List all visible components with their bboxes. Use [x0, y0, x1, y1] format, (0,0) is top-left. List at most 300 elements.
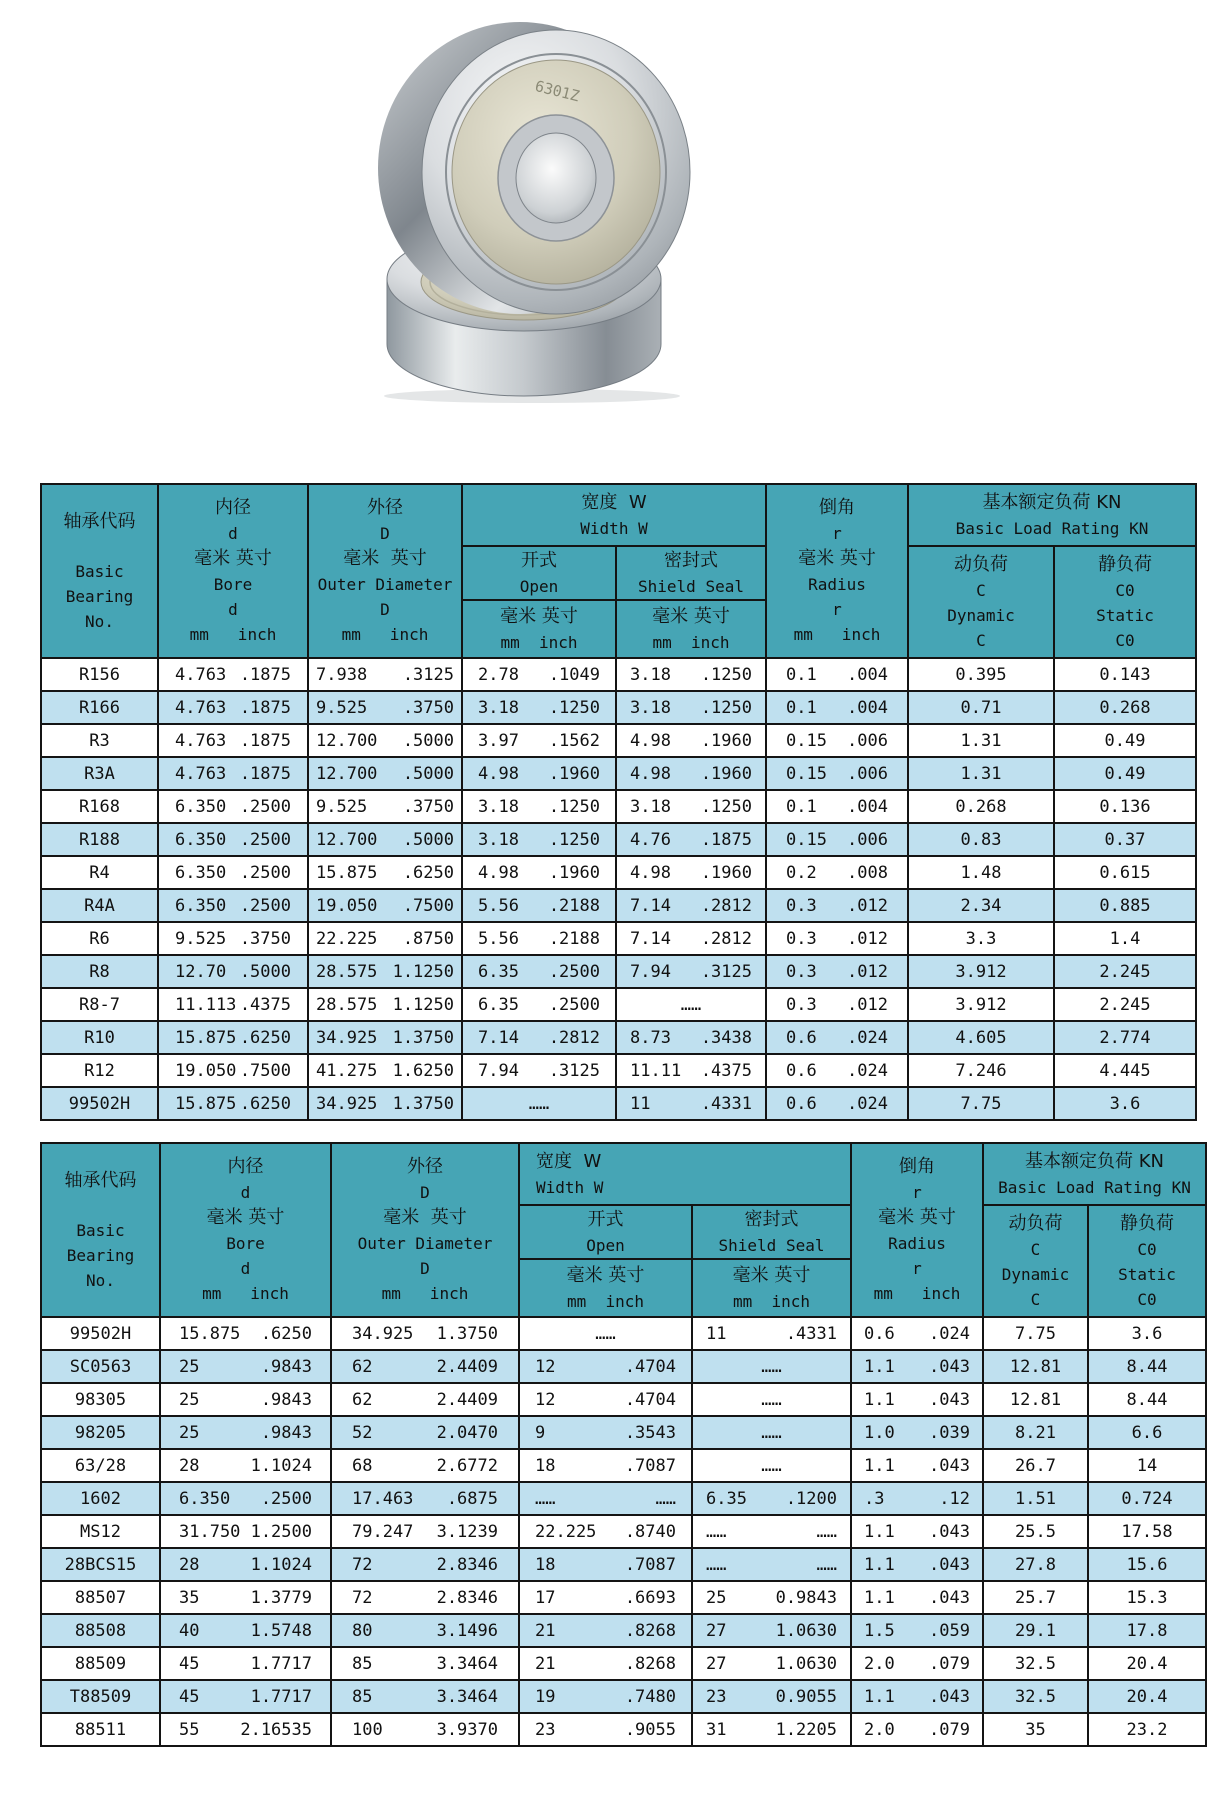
inch-value: .1960 — [548, 763, 600, 784]
mm-value: 1.5 — [864, 1620, 895, 1641]
table-row — [41, 955, 1196, 988]
bore-cell — [158, 790, 308, 823]
inch-value: .1875 — [239, 697, 291, 718]
outer-diameter-cell — [308, 856, 462, 889]
mm-value: 6.350 — [175, 862, 227, 883]
width-shield-cell — [616, 889, 766, 922]
cell-value: 0.143 — [1099, 664, 1151, 685]
mm-value: 22.225 — [535, 1521, 597, 1542]
missing-value-dots: …… — [761, 1356, 782, 1377]
bore-cell — [158, 922, 308, 955]
label-code-en: Bearing — [65, 586, 134, 606]
col-header-outer-diameter: 外径 D 毫米 英寸 Outer Diameter D mm inch — [331, 1143, 519, 1317]
inch-value: .8750 — [402, 928, 454, 949]
mm-value: 15.875 — [175, 1027, 237, 1048]
cell-value: 0.395 — [955, 664, 1007, 685]
inch-value: 1.3750 — [436, 1323, 498, 1344]
cell-value: SC0563 — [69, 1356, 132, 1377]
mm-value: 4.98 — [630, 763, 671, 784]
radius-cell — [851, 1482, 983, 1515]
inch-value: 2.8346 — [436, 1587, 498, 1608]
mm-value: 19.050 — [175, 1060, 237, 1081]
table-row — [41, 757, 1196, 790]
outer-diameter-cell — [308, 988, 462, 1021]
dynamic-load-cell — [908, 757, 1054, 790]
radius-cell — [766, 856, 908, 889]
bearing-code-cell — [41, 691, 158, 724]
inch-value: .3543 — [624, 1422, 676, 1443]
width-shield-cell — [616, 988, 766, 1021]
static-load-cell — [1088, 1713, 1206, 1746]
width-shield-cell — [616, 955, 766, 988]
mm-value: 1.1 — [864, 1587, 895, 1608]
bore-cell — [158, 691, 308, 724]
bore-cell — [158, 955, 308, 988]
cell-value: 26.7 — [1015, 1455, 1056, 1476]
width-open-cell — [462, 757, 616, 790]
mm-value: 19.050 — [316, 895, 378, 916]
mm-value: 31 — [706, 1719, 727, 1740]
cell-value: 98205 — [74, 1422, 127, 1443]
width-open-cell — [519, 1581, 692, 1614]
mm-value: 0.2 — [786, 862, 817, 883]
mm-value: 9.525 — [316, 796, 368, 817]
bore-cell — [158, 757, 308, 790]
dynamic-load-cell — [983, 1581, 1088, 1614]
mm-value: 7.94 — [478, 1060, 519, 1081]
mm-value: 21 — [535, 1653, 556, 1674]
inch-value: 2.4409 — [436, 1356, 498, 1377]
mm-value: 0.6 — [786, 1093, 817, 1114]
mm-value: 1.1 — [864, 1686, 895, 1707]
mm-value: 6.350 — [175, 829, 227, 850]
radius-cell — [851, 1581, 983, 1614]
cell-value: 0.49 — [1104, 763, 1146, 784]
cell-value: 3.912 — [955, 994, 1007, 1015]
missing-value-dots: …… — [761, 1389, 782, 1410]
static-load-cell — [1088, 1416, 1206, 1449]
mm-value: 18 — [535, 1554, 556, 1575]
inch-value: .2812 — [700, 895, 752, 916]
radius-cell — [766, 922, 908, 955]
mm-value: 0.1 — [786, 697, 817, 718]
mm-value: 3.18 — [478, 697, 519, 718]
inch-value: .1875 — [700, 829, 752, 850]
bearing-code-cell — [41, 856, 158, 889]
static-load-cell — [1054, 988, 1196, 1021]
inch-value: .004 — [847, 697, 888, 718]
static-load-cell — [1054, 955, 1196, 988]
inch-value: .9843 — [260, 1356, 312, 1377]
inch-value: 1.2205 — [775, 1719, 837, 1740]
mm-value: 7.938 — [316, 664, 368, 685]
cell-value: 32.5 — [1015, 1653, 1056, 1674]
mm-value: 0.6 — [786, 1027, 817, 1048]
width-open-cell — [462, 988, 616, 1021]
bearing-code-cell — [41, 1581, 160, 1614]
bore-cell — [158, 823, 308, 856]
bore-cell — [158, 1087, 308, 1120]
cell-value: 0.83 — [960, 829, 1002, 850]
cell-value: 12.81 — [1009, 1356, 1062, 1377]
inch-value: 2.0470 — [436, 1422, 498, 1443]
bearing-code-cell — [41, 988, 158, 1021]
bore-cell — [160, 1581, 331, 1614]
width-shield-cell — [692, 1548, 851, 1581]
mm-value: 22.225 — [316, 928, 378, 949]
bearing-code-cell — [41, 1614, 160, 1647]
cell-value: 23.2 — [1126, 1719, 1168, 1740]
cell-value: R8-7 — [79, 994, 120, 1015]
outer-diameter-cell — [331, 1548, 519, 1581]
table-row — [41, 790, 1196, 823]
inch-value: 3.3464 — [436, 1653, 498, 1674]
inch-value: .8268 — [624, 1620, 676, 1641]
inch-value: .043 — [929, 1554, 970, 1575]
radius-cell — [766, 757, 908, 790]
inch-value: .043 — [929, 1686, 970, 1707]
cell-value: 99502H — [68, 1093, 131, 1114]
table-row — [41, 922, 1196, 955]
cell-value: 15.6 — [1126, 1554, 1168, 1575]
width-open-cell — [519, 1680, 692, 1713]
radius-cell — [766, 790, 908, 823]
inch-value: .2500 — [239, 829, 291, 850]
width-shield-cell — [616, 691, 766, 724]
dynamic-load-cell — [908, 922, 1054, 955]
cell-value: 8.44 — [1126, 1356, 1168, 1377]
bore-cell — [160, 1416, 331, 1449]
mm-value: 6.350 — [175, 796, 227, 817]
table-row — [41, 856, 1196, 889]
mm-value: 0.15 — [786, 763, 827, 784]
static-load-cell — [1088, 1548, 1206, 1581]
cell-value: 0.268 — [1099, 697, 1151, 718]
width-shield-cell — [692, 1515, 851, 1548]
col-header-shield: 密封式 Shield Seal — [692, 1205, 851, 1259]
mm-value: 34.925 — [316, 1093, 378, 1114]
radius-cell — [766, 691, 908, 724]
mm-value: 25 — [706, 1587, 727, 1608]
mm-value: 1.0 — [864, 1422, 895, 1443]
table-row — [41, 1317, 1206, 1350]
width-open-cell — [462, 889, 616, 922]
inch-value: .1960 — [700, 763, 752, 784]
outer-diameter-cell — [331, 1713, 519, 1746]
inch-value: .008 — [847, 862, 888, 883]
col-header-static-load: 静负荷 C0 Static C0 — [1088, 1205, 1206, 1317]
mm-value: 0.1 — [786, 796, 817, 817]
inch-value: .2188 — [548, 928, 600, 949]
mm-value: 27 — [706, 1620, 727, 1641]
inch-value: .1960 — [700, 862, 752, 883]
cell-value: 7.246 — [955, 1060, 1007, 1081]
cell-value: 88507 — [74, 1587, 127, 1608]
bearing-code-cell — [41, 1317, 160, 1350]
mm-value: 25 — [179, 1422, 200, 1443]
mm-value: 4.76 — [630, 829, 671, 850]
mm-value: 0.3 — [786, 961, 817, 982]
outer-diameter-cell — [308, 724, 462, 757]
dynamic-load-cell — [983, 1482, 1088, 1515]
mm-value: 17 — [535, 1587, 556, 1608]
inch-value: .1049 — [548, 664, 600, 685]
inch-value: 3.9370 — [436, 1719, 498, 1740]
width-shield-cell — [616, 658, 766, 691]
static-load-cell — [1054, 1054, 1196, 1087]
inch-value: 2.4409 — [436, 1389, 498, 1410]
mm-value: 12.700 — [316, 763, 378, 784]
bearing-code-cell — [41, 1383, 160, 1416]
dynamic-load-cell — [908, 889, 1054, 922]
mm-value: 6.35 — [478, 994, 519, 1015]
outer-diameter-cell — [308, 889, 462, 922]
col-header-dynamic-load: 动负荷 C Dynamic C — [908, 546, 1054, 658]
mm-value: 7.14 — [478, 1027, 519, 1048]
inch-value: .004 — [847, 664, 888, 685]
mm-value: 3.18 — [630, 796, 671, 817]
outer-diameter-cell — [308, 757, 462, 790]
outer-diameter-cell — [331, 1482, 519, 1515]
dynamic-load-cell — [983, 1449, 1088, 1482]
inch-value: .2500 — [548, 994, 600, 1015]
width-shield-cell — [692, 1350, 851, 1383]
inch-value: .5000 — [402, 763, 454, 784]
inch-value: .012 — [847, 994, 888, 1015]
col-header-load-group: 基本额定负荷 KN Basic Load Rating KN — [908, 484, 1196, 546]
inch-value: .024 — [847, 1060, 888, 1081]
cell-value: 3.3 — [965, 928, 997, 949]
width-shield-cell — [692, 1449, 851, 1482]
mm-value: 7.14 — [630, 895, 671, 916]
inch-value: .3125 — [402, 664, 454, 685]
dynamic-load-cell — [983, 1614, 1088, 1647]
cell-value: 7.75 — [1015, 1323, 1056, 1344]
inch-value: .1250 — [700, 664, 752, 685]
col-header-shield-units: 毫米 英寸 mm inch — [616, 600, 766, 658]
dynamic-load-cell — [983, 1548, 1088, 1581]
width-open-cell — [462, 790, 616, 823]
label-code-en: No. — [85, 611, 114, 631]
radius-cell — [851, 1383, 983, 1416]
mm-value: 4.763 — [175, 664, 227, 685]
mm-value: 72 — [352, 1587, 373, 1608]
mm-value: 7.94 — [630, 961, 671, 982]
inch-value: 1.7717 — [250, 1686, 312, 1707]
width-open-cell — [462, 724, 616, 757]
inch-value: .6250 — [402, 862, 454, 883]
inch-value: .043 — [929, 1356, 970, 1377]
dynamic-load-cell — [908, 988, 1054, 1021]
mm-value: 34.925 — [316, 1027, 378, 1048]
col-header-bearing-code — [41, 484, 158, 658]
width-shield-cell — [692, 1317, 851, 1350]
dynamic-load-cell — [983, 1416, 1088, 1449]
inch-value: .9843 — [260, 1422, 312, 1443]
cell-value: 2.34 — [960, 895, 1002, 916]
cell-value: 0.49 — [1104, 730, 1146, 751]
static-load-cell — [1088, 1482, 1206, 1515]
inch-value: .3125 — [700, 961, 752, 982]
inch-value: .059 — [929, 1620, 970, 1641]
radius-cell — [851, 1548, 983, 1581]
bearing-photo-illustration — [362, 6, 706, 404]
outer-diameter-cell — [331, 1350, 519, 1383]
inch-value: .5000 — [402, 829, 454, 850]
inch-value: .7087 — [624, 1455, 676, 1476]
cell-value: 8.44 — [1126, 1389, 1168, 1410]
inch-value: 1.0630 — [775, 1653, 837, 1674]
radius-cell — [766, 1021, 908, 1054]
mm-value: 62 — [352, 1356, 373, 1377]
bore-cell — [160, 1482, 331, 1515]
outer-diameter-cell — [308, 790, 462, 823]
width-open-cell — [519, 1647, 692, 1680]
dynamic-load-cell — [908, 955, 1054, 988]
width-shield-cell — [692, 1416, 851, 1449]
cell-value: 88508 — [74, 1620, 127, 1641]
mm-value: 2.78 — [478, 664, 519, 685]
dynamic-load-cell — [983, 1680, 1088, 1713]
mm-value: 11 — [630, 1093, 651, 1114]
bearing-code-cell — [41, 1713, 160, 1746]
mm-value: 55 — [179, 1719, 200, 1740]
table-row — [41, 1054, 1196, 1087]
inch-value: .1960 — [700, 730, 752, 751]
table-row — [41, 1515, 1206, 1548]
dynamic-load-cell — [983, 1350, 1088, 1383]
cell-value: 15.3 — [1126, 1587, 1168, 1608]
mm-value: 0.6 — [864, 1323, 895, 1344]
cell-value: 3.912 — [955, 961, 1007, 982]
cell-value: T88509 — [69, 1686, 132, 1707]
mm-value: 4.98 — [478, 862, 519, 883]
mm-value: 12 — [535, 1389, 556, 1410]
width-open-cell — [462, 955, 616, 988]
cell-value: R166 — [79, 697, 120, 718]
inch-value: .9843 — [260, 1389, 312, 1410]
static-load-cell — [1054, 790, 1196, 823]
mm-value: …… — [706, 1521, 727, 1542]
radius-cell — [766, 724, 908, 757]
inch-value: .6693 — [624, 1587, 676, 1608]
outer-diameter-cell — [331, 1647, 519, 1680]
inch-value: .7500 — [402, 895, 454, 916]
table-row — [41, 1482, 1206, 1515]
dynamic-load-cell — [908, 691, 1054, 724]
bearing-code-cell — [41, 724, 158, 757]
cell-value: R156 — [79, 664, 120, 685]
mm-value: 4.98 — [478, 763, 519, 784]
inch-value: .024 — [929, 1323, 970, 1344]
bore-cell — [160, 1713, 331, 1746]
radius-cell — [766, 889, 908, 922]
cell-value: 1.48 — [960, 862, 1002, 883]
mm-value: 6.350 — [179, 1488, 231, 1509]
cell-value: 0.724 — [1121, 1488, 1173, 1509]
inch-value: 0.9843 — [775, 1587, 837, 1608]
cell-value: 0.136 — [1099, 796, 1151, 817]
table-1-body — [41, 658, 1196, 1120]
bore-cell — [158, 1021, 308, 1054]
table-row — [41, 1548, 1206, 1581]
table-row — [41, 988, 1196, 1021]
mm-value: 17.463 — [352, 1488, 414, 1509]
cell-value: 0.615 — [1099, 862, 1151, 883]
dynamic-load-cell — [908, 1054, 1054, 1087]
mm-value: 0.15 — [786, 730, 827, 751]
inch-value: .4375 — [700, 1060, 752, 1081]
outer-diameter-cell — [331, 1317, 519, 1350]
mm-value: 3.18 — [478, 829, 519, 850]
static-load-cell — [1054, 1021, 1196, 1054]
mm-value: 28.575 — [316, 994, 378, 1015]
col-header-open: 开式 Open — [462, 546, 616, 600]
bearing-code-cell — [41, 1021, 158, 1054]
static-load-cell — [1088, 1449, 1206, 1482]
static-load-cell — [1088, 1350, 1206, 1383]
table-row — [41, 1647, 1206, 1680]
inch-value: .3750 — [402, 796, 454, 817]
cell-value: MS12 — [80, 1521, 121, 1542]
dynamic-load-cell — [908, 658, 1054, 691]
inch-value: 1.0630 — [775, 1620, 837, 1641]
mm-value: 6.350 — [175, 895, 227, 916]
missing-value-dots: …… — [528, 1093, 550, 1114]
inch-value: .2812 — [700, 928, 752, 949]
bearing-spec-table-2 — [40, 1142, 1207, 1747]
mm-value: 80 — [352, 1620, 373, 1641]
cell-value: 88511 — [74, 1719, 127, 1740]
outer-diameter-cell — [331, 1680, 519, 1713]
inch-value: .1875 — [239, 664, 291, 685]
col-header-load-group: 基本额定负荷 KN Basic Load Rating KN — [983, 1143, 1206, 1205]
outer-diameter-cell — [308, 823, 462, 856]
width-open-cell — [462, 691, 616, 724]
inch-value: .006 — [847, 829, 888, 850]
mm-value: 1.1 — [864, 1356, 895, 1377]
mm-value: 28.575 — [316, 961, 378, 982]
col-header-radius: 倒角 r 毫米 英寸 Radius r mm inch — [851, 1143, 983, 1317]
radius-cell — [766, 988, 908, 1021]
inch-value: .4331 — [700, 1093, 752, 1114]
bore-cell — [160, 1317, 331, 1350]
width-shield-cell — [692, 1713, 851, 1746]
mm-value: 4.98 — [630, 862, 671, 883]
radius-cell — [851, 1713, 983, 1746]
mm-value: 15.875 — [179, 1323, 241, 1344]
static-load-cell — [1088, 1317, 1206, 1350]
inch-value: 1.3750 — [392, 1027, 454, 1048]
inch-value: .12 — [939, 1488, 970, 1509]
inch-value: .006 — [847, 763, 888, 784]
cell-value: 25.5 — [1015, 1521, 1056, 1542]
mm-value: 0.3 — [786, 928, 817, 949]
dynamic-load-cell — [908, 823, 1054, 856]
bore-cell — [160, 1350, 331, 1383]
inch-value: .6875 — [446, 1488, 498, 1509]
inch-value: .4704 — [624, 1389, 676, 1410]
inch-value: .9055 — [624, 1719, 676, 1740]
col-header-open-units: 毫米 英寸 mm inch — [462, 600, 616, 658]
static-load-cell — [1054, 889, 1196, 922]
outer-diameter-cell — [331, 1614, 519, 1647]
cell-value: 20.4 — [1126, 1686, 1168, 1707]
dynamic-load-cell — [983, 1647, 1088, 1680]
outer-diameter-cell — [308, 691, 462, 724]
cell-value: 12.81 — [1009, 1389, 1062, 1410]
cell-value: R4A — [84, 895, 115, 916]
